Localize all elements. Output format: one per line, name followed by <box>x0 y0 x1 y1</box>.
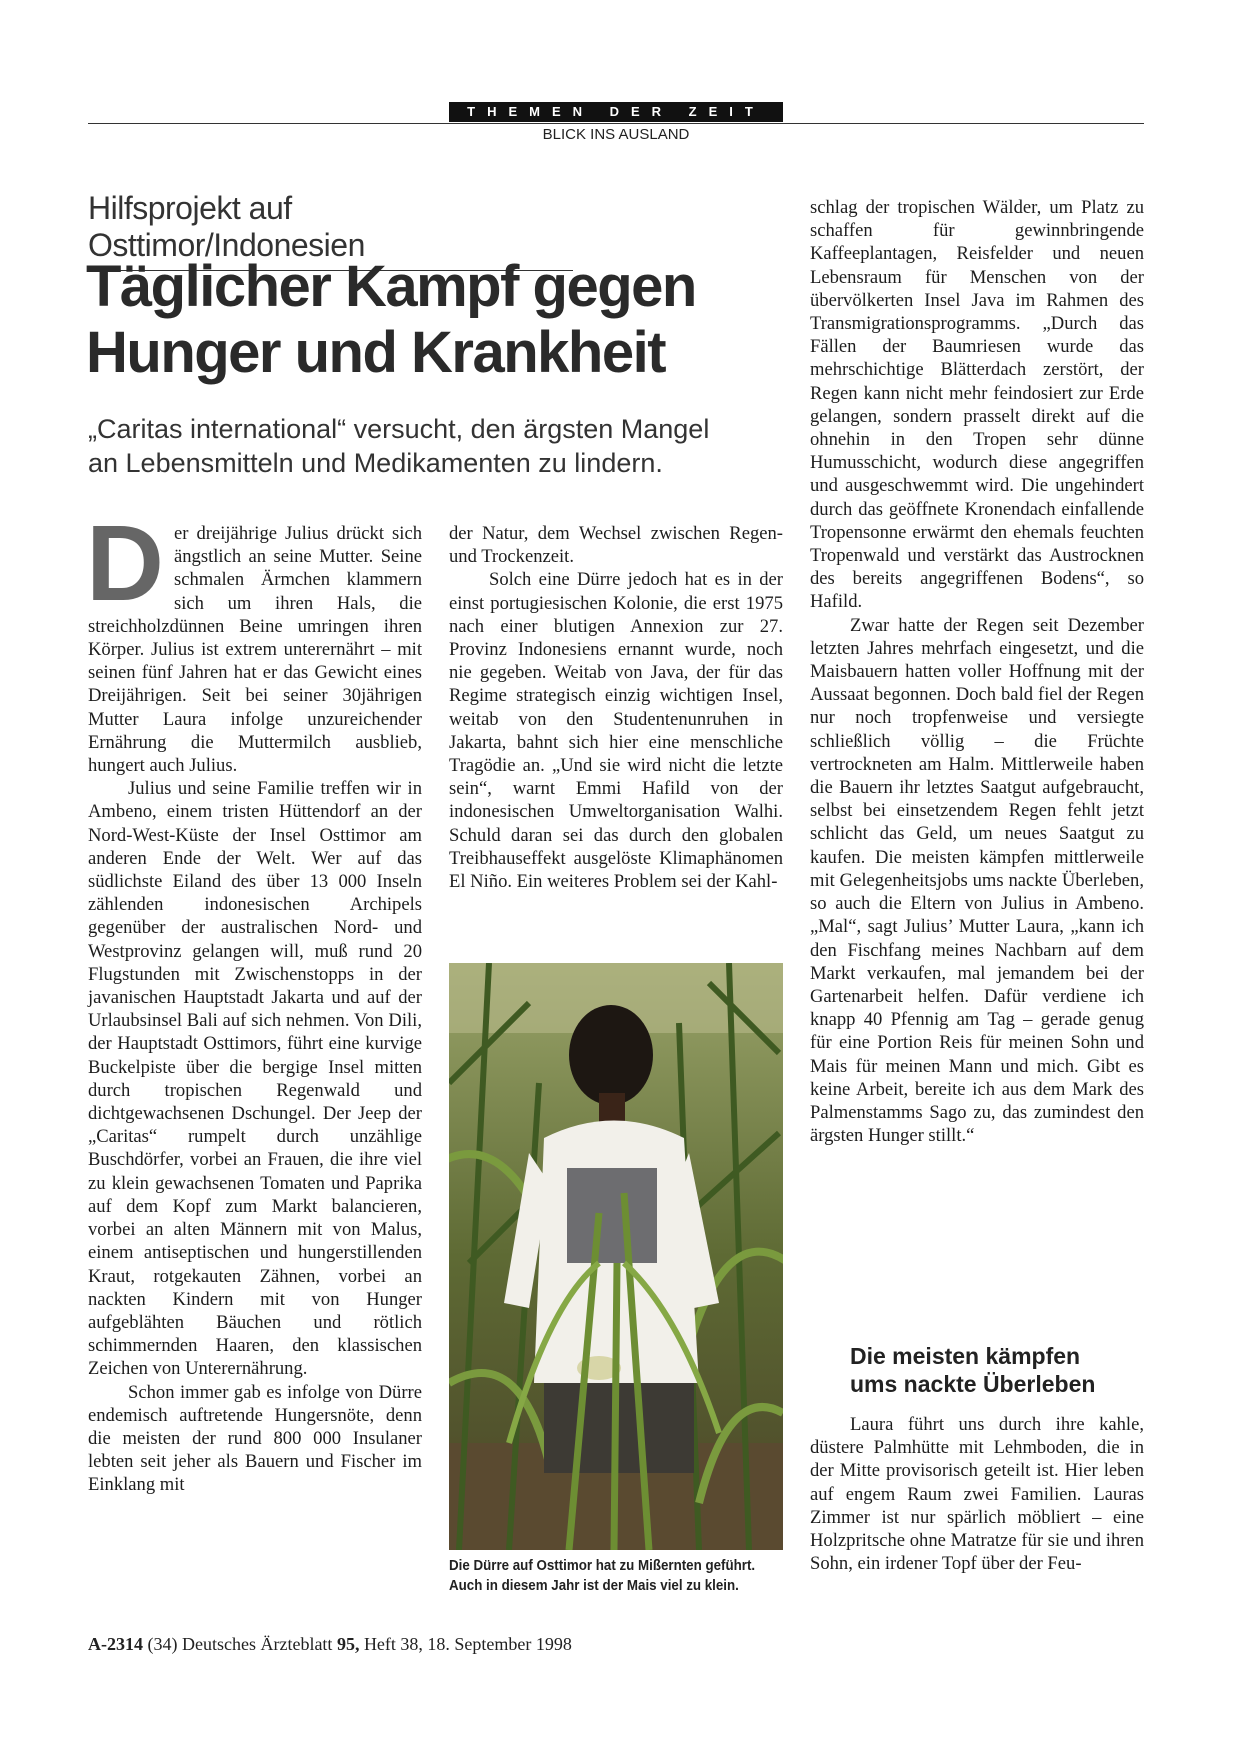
paragraph: der Natur, dem Wechsel zwischen Regen- und Trockenzeit. <box>449 523 783 568</box>
article-overline: Hilfsprojekt auf Osttimor/Indonesien <box>88 190 573 271</box>
volume-number: 95, <box>336 1634 360 1654</box>
headline-line-2: Hunger und Krankheit <box>86 320 666 385</box>
subheading <box>850 1342 1140 1398</box>
column-3-continued <box>810 1413 1144 1575</box>
section-subtitle: BLICK INS AUSLAND <box>542 126 690 143</box>
paragraph: Solch eine Dürre jedoch hat es in der einst portugiesischen Kolonie, die erst 1975 nach einer blutigen Annexion zur 27. Provinz Indonesiens ernannt wurde, noch nie gegeben. Weitab von Java, der für das Regime strategisch einzig wichtigen Insel, weitab von den Studentenunruhen in Jakarta, bahnt sich hier eine menschliche Tragödie an. „Und sie wird nicht die letzte sein“, warnt Emmi Hafild von der indonesischen Umweltorganisation Walhi. Schuld daran sei das durch den globalen Treibhauseffekt ausgelöste Klimaphänomen El Niño. Ein weiteres Problem sei der Kahl- <box>449 569 783 893</box>
photo-caption: Die Dürre auf Osttimor hat zu Mißernten geführt. Auch in diesem Jahr ist der Mais viel zu klein. <box>449 1558 756 1594</box>
subheading-line-2: ums nackte Überleben <box>850 1371 1096 1397</box>
column-3 <box>810 196 1144 1147</box>
article-deck: „Caritas international“ versucht, den ärgsten Mangel an Lebensmitteln und Medikamenten zu lindern. <box>88 414 710 478</box>
photo-illustration <box>449 963 783 1550</box>
article-photo <box>449 963 783 1550</box>
column-1 <box>86 502 422 1497</box>
header-rule <box>88 123 1144 124</box>
headline-line-1: Täglicher Kampf gegen <box>86 254 696 319</box>
section-kicker: THEMEN DER ZEIT <box>449 102 783 122</box>
paragraph: Schon immer gab es infolge von Dürre endemisch auftretende Hungersnöte, denn die meisten der rund 800 000 Insulaner lebten seit jeher als Bauern und Fischer im Einklang mit <box>88 1381 422 1496</box>
paragraph: Zwar hatte der Regen seit Dezember letzten Jahres mehrfach eingesetzt, und die Maisbauern hatten voller Hoffnung mit der Aussaat begonnen. Doch bald fiel der Regen nur noch tropfenweise und versiegte schließlich völlig – die Früchte vertrockneten am Halm. Mittlerweile haben die Bauern ihr letztes Saatgut aufgebraucht, selbst bei einsetzendem Regen fehlt jetzt schlicht das Geld, um neues Saatgut zu kaufen. Die meisten kämpfen mittlerweile mit Gelegenheitsjobs ums nackte Überleben, so auch die Eltern von Julius in Ambeno. „Mal“, sagt Julius’ Mutter Laura, „kann ich den Fischfang meines Nachbarn auf dem Markt verkaufen, mal jemandem bei der Gartenarbeit helfen. Dafür verdiene ich knapp 40 Pfennig am Tag – gerade genug für eine Portion Reis für meinen Sohn und Mais für meinen Mann und mich. Gibt es keine Arbeit, bereite ich aus dem Mark des Palmenstamms Sago zu, das zumindest den ärgsten Hunger stillt.“ <box>810 614 1144 1147</box>
paragraph: Laura führt uns durch ihre kahle, düstere Palmhütte mit Lehmboden, die in der Mitte provisorisch geteilt ist. Hier leben auf engem Raum zwei Familien. Lauras Zimmer ist nur spärlich möbliert – eine Holzpritsche ohne Matratze für sie und ihren Sohn, ein irdener Topf über der Feu- <box>810 1414 1144 1575</box>
paragraph-text: er dreijährige Julius drückt sich ängstlich an seine Mutter. Seine schmalen Ärmchen klammern sich um ihren Hals, die streichholzdünnen Beine umringen ihren Körper. Julius ist extrem unterernährt – mit seinen fünf Jahren hat er das Gewicht eines Dreijährigen. Seit bei seiner 30jährigen Mutter Laura infolge unzureichender Ernährung die Muttermilch ausblieb, hungert auch Julius. <box>88 523 422 777</box>
page-number: A-2314 <box>88 1634 143 1654</box>
column-2 <box>449 522 783 893</box>
journal-name: (34) Deutsches Ärzteblatt <box>147 1634 333 1654</box>
article-headline <box>86 254 726 386</box>
subheading-line-1: Die meisten kämpfen <box>850 1343 1081 1369</box>
page-footer <box>88 1634 572 1655</box>
paragraph: Julius und seine Familie treffen wir in Ambeno, einem tristen Hüttendorf an der Nord-West-Küste der Insel Osttimor am anderen Ende der Welt. Wer auf das südlichste Eiland des über 13 000 Inseln zählenden indonesischen Archipels gegenüber der australischen Nord- und Westprovinz gelangen will, muß rund 20 Flugstunden mit Zwischenstopps in der javanischen Hauptstadt Jakarta und auf der Urlaubsinsel Bali auf sich nehmen. Von Dili, der Hauptstadt Osttimors, führt eine kurvige Buckelpiste über die bergige Insel mitten durch tropischen Regenwald und dichtgewachsenen Dschungel. Der Jeep der „Caritas“ rumpelt durch unzählige Buschdörfer, vorbei an Frauen, die ihre viel zu klein gewachsenen Tomaten und Paprika auf dem Kopf zum Markt balancieren, vorbei an alten Männern mit von Malus, einem antiseptischen und hungerstillenden Kraut, rotgekauten Zähnen, vorbei an nackten Kindern mit von Hunger aufgeblähten Bäuchen und rötlich schimmernden Haaren, den klassischen Zeichen von Unterernährung. <box>88 778 422 1380</box>
paragraph <box>86 502 422 777</box>
paragraph: schlag der tropischen Wälder, um Platz zu schaffen für gewinnbringende Kaffeeplantagen, Reisfelder und neuen Lebensraum für Menschen von der übervölkerten Insel Java im Rahmen des Transmigrationsprogramms. „Durch das Fällen der Baumriesen wurde das mehrschichtige Blätterdach zerstört, der Regen kann nicht mehr feindosiert zur Erde gelangen, sondern prasselt direkt auf die ohnehin in den Tropen sehr dünne Humusschicht, wodurch diese angegriffen und ausgeschwemmt wird. Die ungehindert durch das geöffnete Kronendach einfallende Tropensonne erwärmt den ehemals feuchten Tropenwald und verstärkt das Austrocknen des bereits angegriffenen Bodens“, so Hafild. <box>810 197 1144 613</box>
drop-cap: D <box>86 502 164 623</box>
issue-date: Heft 38, 18. September 1998 <box>363 1634 572 1654</box>
